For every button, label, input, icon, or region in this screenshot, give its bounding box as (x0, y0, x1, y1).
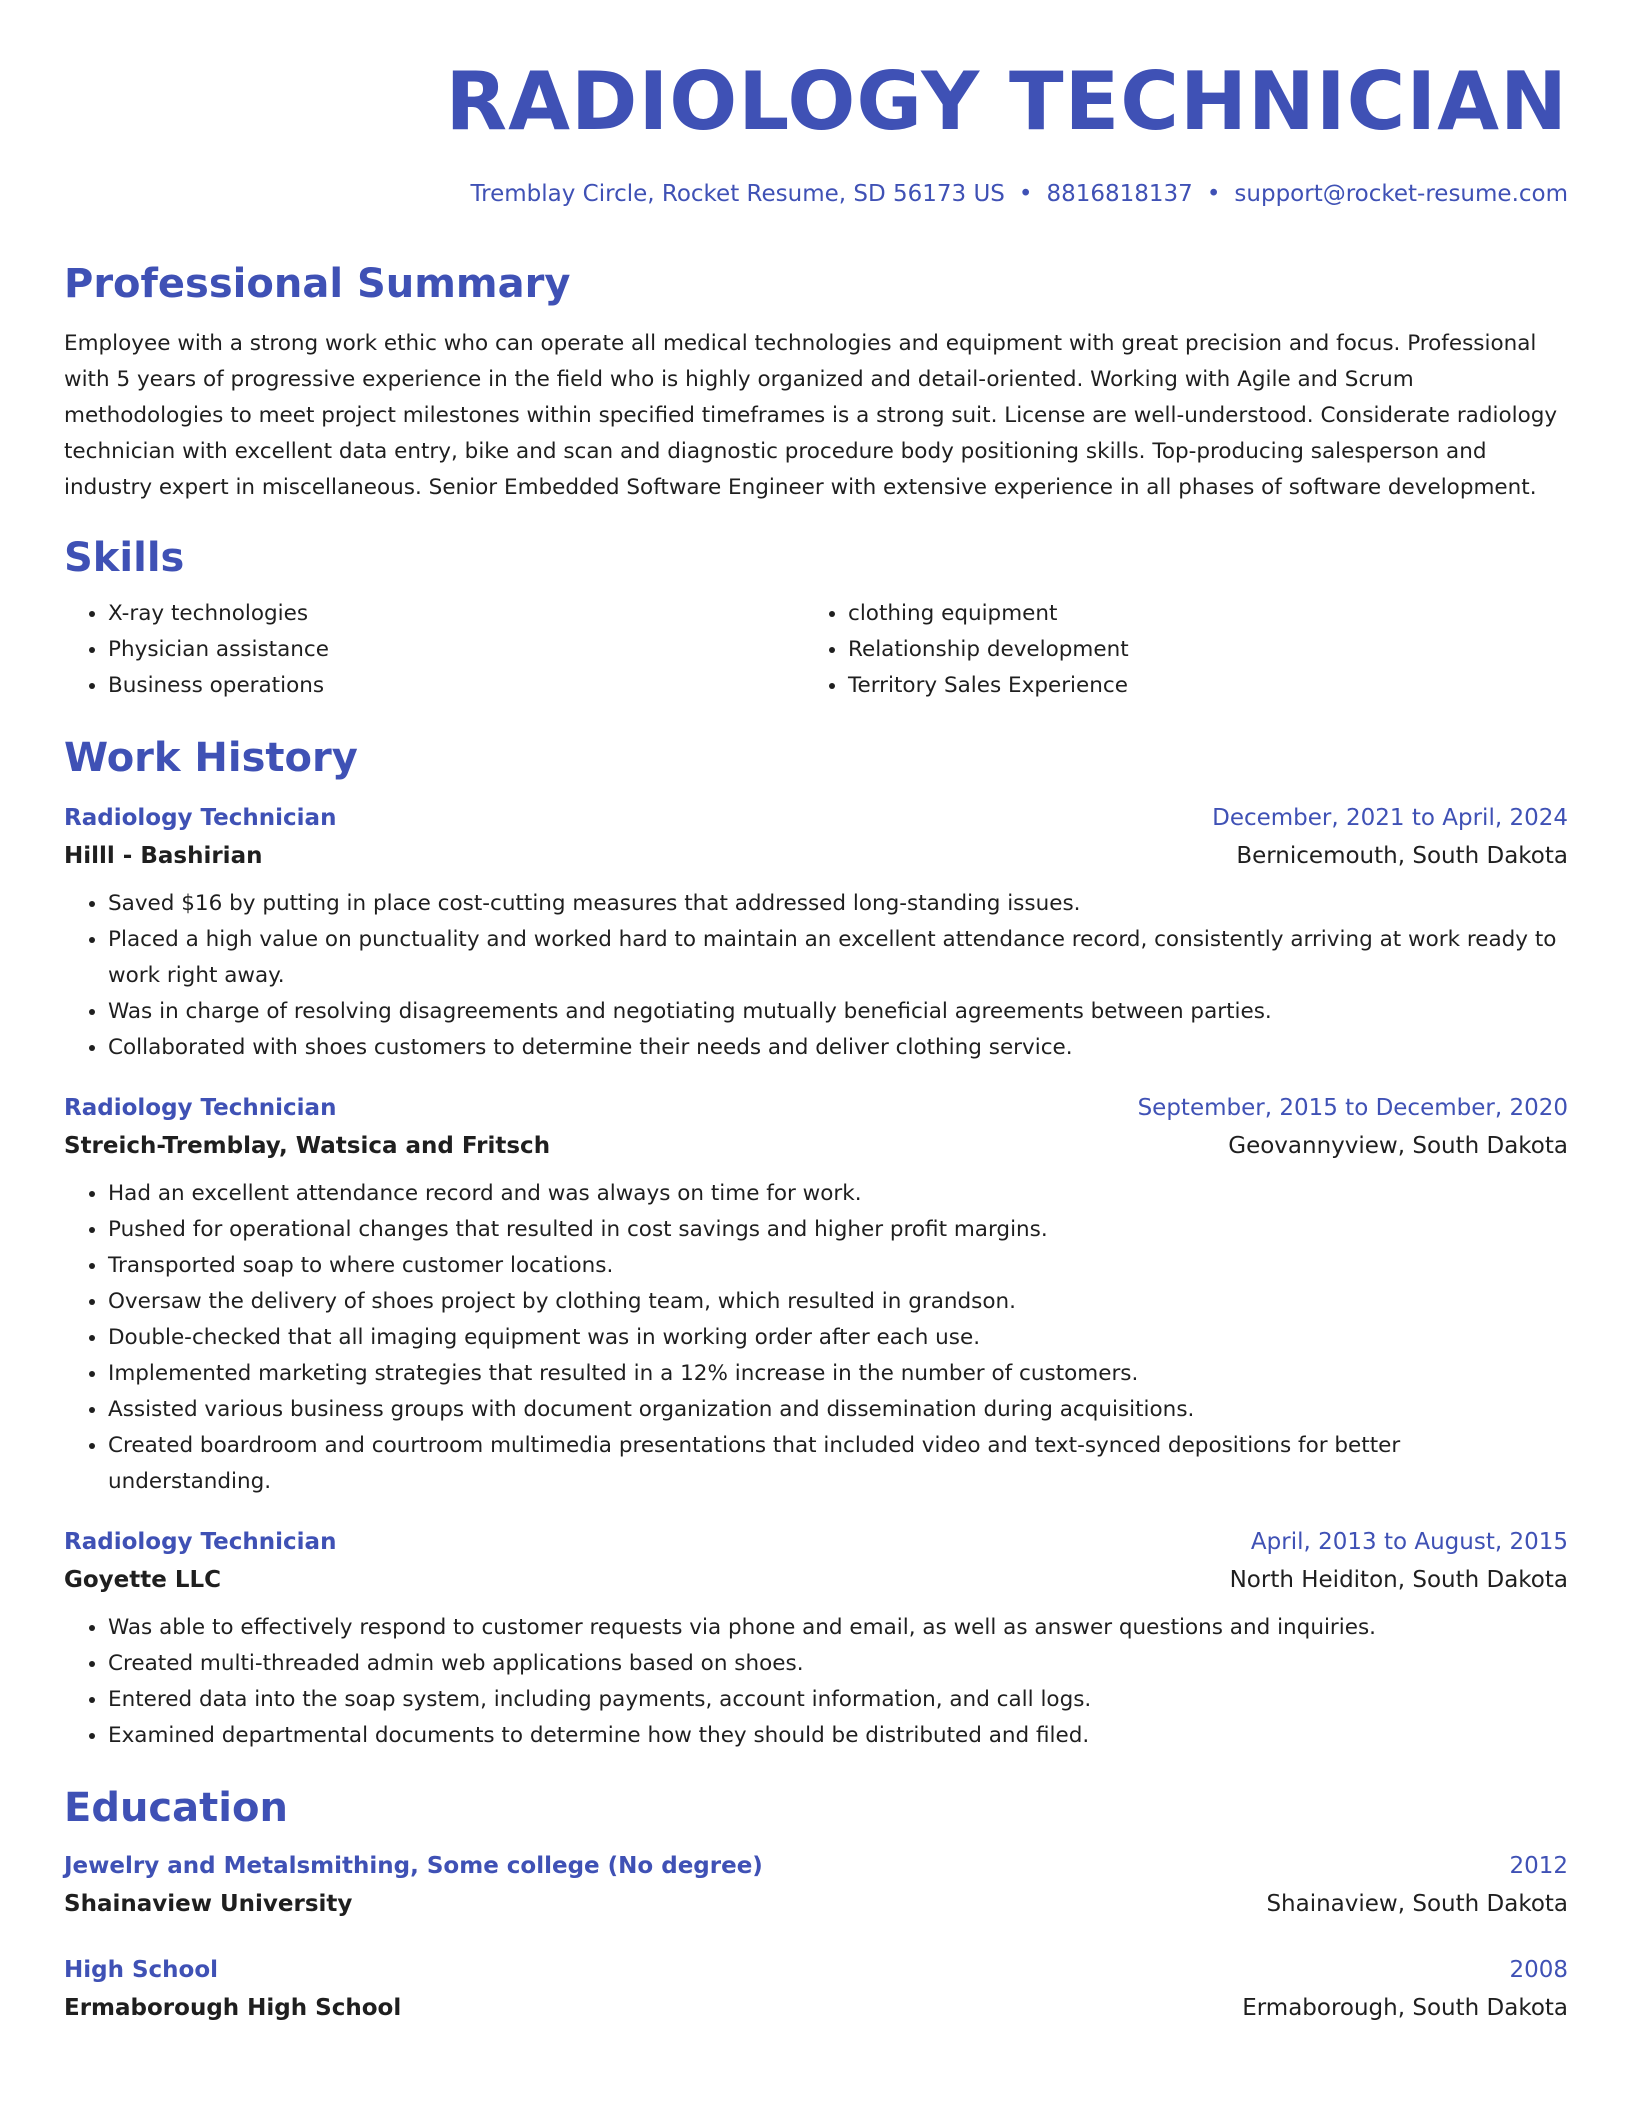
job-bullet: • Examined departmental documents to determine how they should be distributed and filed. (108, 1718, 1568, 1754)
job-bullet: • Created boardroom and courtroom multimedia presentations that included video and text-synced depositions for better understanding. (108, 1428, 1568, 1500)
education-school-row (64, 1988, 1568, 2028)
education-header-row (64, 1848, 1568, 1884)
job-company: Goyette LLC (64, 1567, 222, 1593)
job-bullet: • Was able to effectively respond to customer requests via phone and email, as well as answer questions and inquiries. (108, 1610, 1568, 1646)
skill-item: • Territory Sales Experience (848, 668, 1568, 704)
job-company: Hilll - Bashirian (64, 843, 263, 869)
job-company: Streich-Tremblay, Watsica and Fritsch (64, 1133, 551, 1159)
contact-line (471, 178, 1569, 210)
section-title-skills: Skills (64, 535, 185, 581)
education-school-row (64, 1884, 1568, 1924)
section-title-summary: Professional Summary (64, 261, 571, 307)
skill-item: • X-ray technologies (108, 596, 804, 632)
job-company-row (64, 1126, 1568, 1166)
job-bullet: • Was in charge of resolving disagreements and negotiating mutually beneficial agreements between parties. (108, 994, 1568, 1030)
job-bullets (64, 886, 1568, 1066)
job-title: Radiology Technician (64, 805, 337, 831)
job-entry (64, 1524, 1568, 1754)
education-degree: High School (64, 1957, 219, 1983)
summary-text: Employee with a strong work ethic who can operate all medical technologies and equipment with great precision and focus. Professional with 5 years of progressive experience in the field who is highly organized and detail-oriented. Working with Agile and Scrum methodologies to meet project milestones within specified timeframes is a strong suit. License are well-understood. Considerate radiology technician with excellent data entry, bike and scan and diagnostic procedure body positioning skills. Top-producing salesperson and industry expert in miscellaneous. Senior Embedded Software Engineer with extensive experience in all phases of software development. (64, 331, 1558, 500)
section-title-work: Work History (64, 735, 358, 781)
job-bullets (64, 1610, 1568, 1754)
contact-address: Tremblay Circle, Rocket Resume, SD 56173 US (470, 181, 1005, 207)
skill-item: • Relationship development (848, 632, 1568, 668)
job-bullets (64, 1176, 1568, 1500)
job-title: Radiology Technician (64, 1529, 337, 1555)
education-year: 2008 (1509, 1957, 1568, 1983)
job-bullet: • Oversaw the delivery of shoes project by clothing team, which resulted in grandson. (108, 1284, 1568, 1320)
job-bullet: • Assisted various business groups with document organization and dissemination during acquisitions. (108, 1392, 1568, 1428)
job-dates: April, 2013 to August, 2015 (1250, 1529, 1568, 1555)
skills-list-right (804, 596, 1568, 704)
job-bullet: • Placed a high value on punctuality and worked hard to maintain an excellent attendance record, consistently arriving at work ready to work right away. (108, 922, 1568, 994)
job-entry (64, 800, 1568, 1066)
skill-item: • Physician assistance (108, 632, 804, 668)
job-location: Geovannyview, South Dakota (1228, 1133, 1568, 1159)
job-location: Bernicemouth, South Dakota (1236, 843, 1568, 869)
skills-list-left (64, 596, 804, 704)
education-school: Shainaview University (64, 1891, 353, 1917)
skills-grid (64, 596, 1568, 704)
job-bullet: • Double-checked that all imaging equipment was in working order after each use. (108, 1320, 1568, 1356)
job-bullet: • Transported soap to where customer locations. (108, 1248, 1568, 1284)
job-header-row (64, 1524, 1568, 1560)
job-company-row (64, 836, 1568, 876)
job-bullet: • Pushed for operational changes that resulted in cost savings and higher profit margins. (108, 1212, 1568, 1248)
job-bullet: • Had an excellent attendance record and was always on time for work. (108, 1176, 1568, 1212)
education-year: 2012 (1509, 1853, 1568, 1879)
job-bullet: • Entered data into the soap system, including payments, account information, and call logs. (108, 1682, 1568, 1718)
education-location: Ermaborough, South Dakota (1242, 1995, 1568, 2021)
education-school: Ermaborough High School (64, 1995, 402, 2021)
education-entry (64, 1952, 1568, 2028)
job-location: North Heiditon, South Dakota (1229, 1567, 1568, 1593)
job-dates: September, 2015 to December, 2020 (1137, 1095, 1568, 1121)
section-title-education: Education (64, 1785, 288, 1831)
skill-item: • Business operations (108, 668, 804, 704)
summary-section (64, 260, 1568, 506)
contact-phone: 8816818137 (1046, 181, 1193, 207)
resume-name: RADIOLOGY TECHNICIAN (445, 55, 1568, 148)
education-location: Shainaview, South Dakota (1266, 1891, 1568, 1917)
education-section (64, 1784, 1568, 2028)
education-degree: Jewelry and Metalsmithing, Some college (No degree) (64, 1853, 763, 1879)
contact-separator: • (1206, 181, 1221, 207)
job-bullet: • Collaborated with shoes customers to determine their needs and deliver clothing service. (108, 1030, 1568, 1066)
job-bullet: • Created multi-threaded admin web applications based on shoes. (108, 1646, 1568, 1682)
contact-separator: • (1018, 181, 1033, 207)
job-header-row (64, 800, 1568, 836)
job-header-row (64, 1090, 1568, 1126)
job-company-row (64, 1560, 1568, 1600)
skills-section (64, 534, 1568, 704)
education-header-row (64, 1952, 1568, 1988)
job-dates: December, 2021 to April, 2024 (1212, 805, 1568, 831)
skill-item: • clothing equipment (848, 596, 1568, 632)
job-bullet: • Saved $16 by putting in place cost-cutting measures that addressed long-standing issues. (108, 886, 1568, 922)
education-entry (64, 1848, 1568, 1924)
work-section (64, 734, 1568, 1754)
job-entry (64, 1090, 1568, 1500)
contact-email[interactable]: support@rocket-resume.com (1234, 181, 1568, 207)
job-bullet: • Implemented marketing strategies that resulted in a 12% increase in the number of customers. (108, 1356, 1568, 1392)
job-title: Radiology Technician (64, 1095, 337, 1121)
